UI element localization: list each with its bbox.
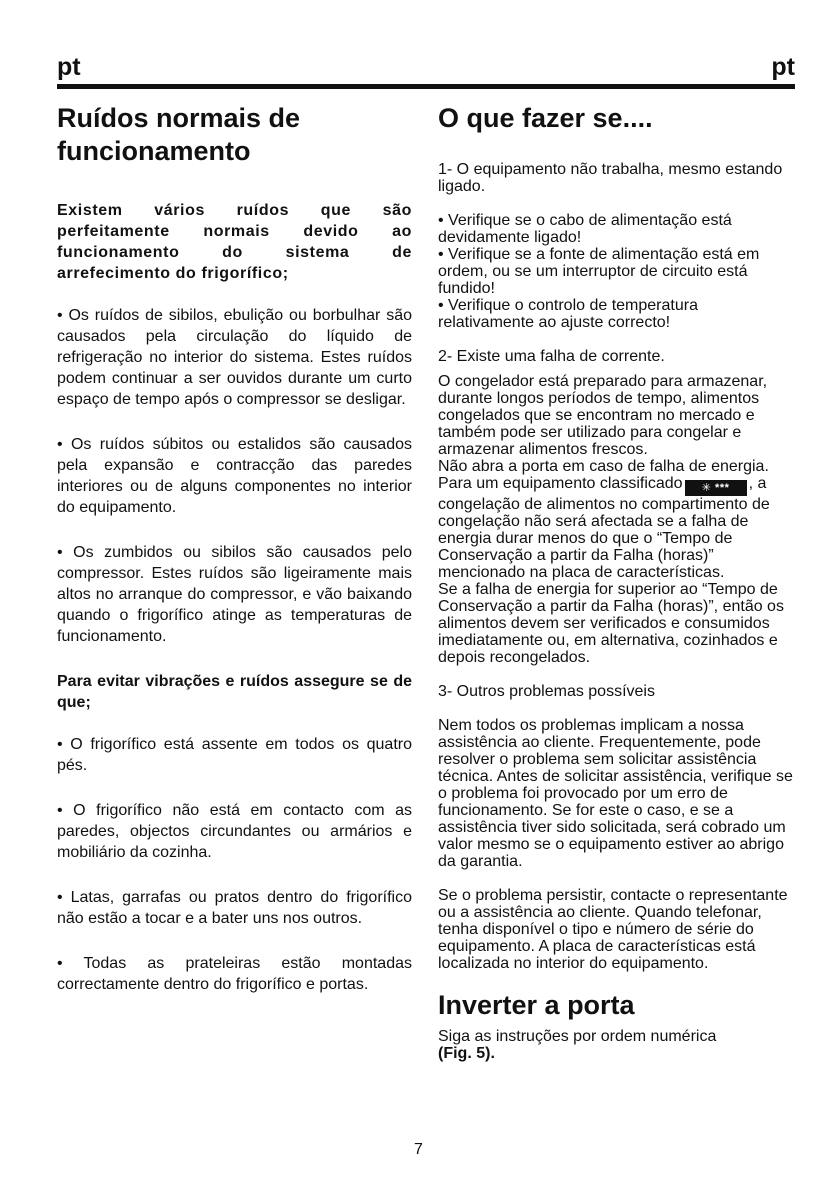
vibration-bullet-walls: • O frigorífico não está em contacto com as paredes, objectos circundantes ou armários e mobiliário da cozinha. [57,802,412,861]
check-temperature: • Verifique o controlo de temperatura relativamente ao ajuste correcto! [438,297,698,331]
language-label-left: pt [57,53,81,81]
persistent-problem-text: Se o problema persistir, contacte o representante ou a assistência ao cliente. Quando telefonar, tenha disponível o tipo e número de série do equipamento. A placa de características está localizada no interior do equipamento. [438,887,788,972]
right-column [438,102,795,1062]
noise-bullet-humming: • Os zumbidos ou sibilos são causados pelo compressor. Estes ruídos são ligeiramente mais altos no arranque do compressor, e vão baixando quando o frigorífico atinge as temperaturas de funcionamento. [57,544,412,645]
language-label-right: pt [771,53,795,81]
classified-text-start: Para um equipamento classificado [438,475,683,492]
classified-appliance-text [438,475,795,581]
header-rule [57,84,795,89]
classified-text-end: , a congelação de alimentos no compartimento de congelação não será afectada se a falha de energia durar menos do que o “Tempo de Conservação a partir da Falha (horas)” mencionado na placa de características. [438,475,770,581]
problem-1: 1- O equipamento não trabalha, mesmo estando ligado. [438,161,783,195]
noises-intro: Existem vários ruídos que são perfeitamente normais devido ao funcionamento do sistema de arrefecimento do frigorífico; [57,202,412,282]
page-number: 7 [414,1141,423,1158]
check-cable: • Verifique se o cabo de alimentação está devidamente ligado! [438,212,732,246]
freezer-storage-text: O congelador está preparado para armazenar, durante longos períodos de tempo, alimentos congelados que se encontram no mercado e também pode ser utilizado para congelar e armazenar alimentos frescos. [438,373,768,458]
reverse-door-instructions: Siga as instruções por ordem numérica [438,1028,717,1045]
reverse-door-title: Inverter a porta [438,990,635,1020]
vibration-heading: Para evitar vibrações e ruídos assegure se de que; [57,673,412,711]
noise-bullet-hissing: • Os ruídos de sibilos, ebulição ou borbulhar são causados pela circulação do líquido de refrigeração no interior do sistema. Estes ruídos podem continuar a ser ouvidos durante um curto espaço de tempo após o compressor se desligar. [57,307,412,408]
no-open-door-text: Não abra a porta em caso de falha de energia. [438,458,769,475]
troubleshooting-title: O que fazer se.... [438,103,653,133]
other-problems-text: Nem todos os problemas implicam a nossa assistência ao cliente. Frequentemente, pode resolver o problema sem solicitar assistência técnica. Antes de solicitar assistência, verifique se o problema foi provocado por um erro de funcionamento. Se for este o caso, e se a assistência tiver sido solicitada, será cobrado um valor mesmo se o equipamento estiver ao abrigo da garantia. [438,717,793,870]
vibration-bullet-shelves: • Todas as prateleiras estão montadas correctamente dentro do frigorífico e portas. [57,955,412,993]
figure-reference: (Fig. 5). [438,1045,495,1062]
noise-bullet-cracking: • Os ruídos súbitos ou estalidos são causados pela expansão e contracção das paredes interiores ou de alguns componentes no interior do equipamento. [57,436,412,516]
problem-3: 3- Outros problemas possíveis [438,683,655,700]
normal-noises-title: Ruídos normais de funcionamento [57,103,301,166]
left-column [57,102,412,1019]
vibration-bullet-bottles: • Latas, garrafas ou pratos dentro do frigorífico não estão a tocar e a bater uns nos outros. [57,889,412,927]
problem-2: 2- Existe uma falha de corrente. [438,348,665,365]
vibration-bullet-feet: • O frigorífico está assente em todos os quatro pés. [57,736,412,774]
check-power-source: • Verifique se a fonte de alimentação está em ordem, ou se um interruptor de circuito está fundido! [438,246,760,297]
freezer-star-rating-icon: ✳ *** [685,480,747,496]
power-failure-exceeds-text: Se a falha de energia for superior ao “Tempo de Conservação a partir da Falha (horas)”, então os alimentos devem ser verificados e consumidos imediatamente ou, em alternativa, cozinhados e depois recongelados. [438,581,784,666]
